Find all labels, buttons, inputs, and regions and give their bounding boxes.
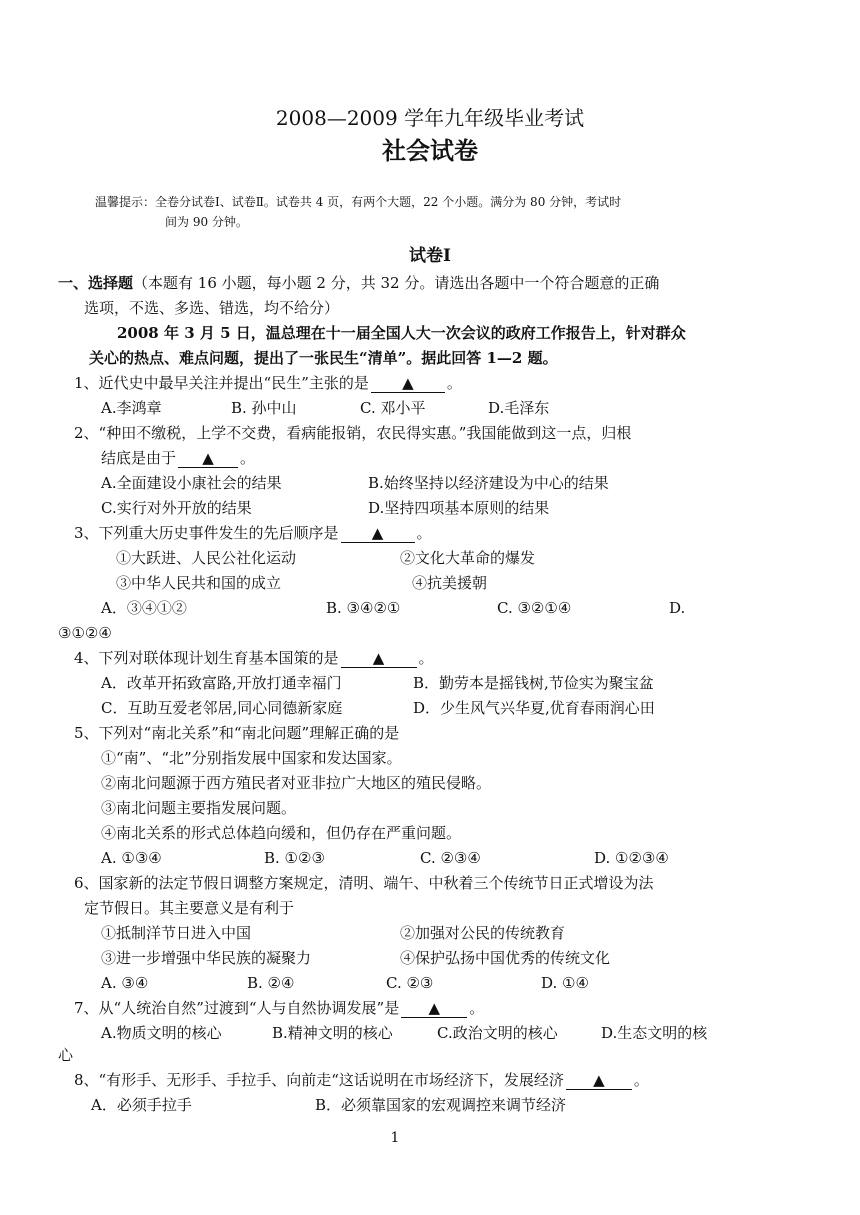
q5-option-d: D. ①②③④ (594, 849, 669, 867)
q1-option-a: A.李鸿章 (101, 399, 162, 417)
q4-option-b: B．勤劳本是摇钱树,节俭实为聚宝盆 (413, 674, 654, 692)
section-title: 试卷Ⅰ (409, 246, 451, 266)
part1-heading: 一、选择题 (58, 274, 134, 292)
material-line-1: 2008 年 3 月 5 日，温总理在十一届全国人大一次会议的政府工作报告上，针对群众 (117, 324, 686, 342)
q5-option-c: C. ②③④ (420, 849, 481, 867)
answer-blank: ▲ (341, 649, 417, 668)
q6-item-1: ①抵制洋节日进入中国 (101, 924, 252, 942)
q5-option-b: B. ①②③ (264, 849, 325, 867)
question-1-stem (74, 373, 462, 393)
answer-blank: ▲ (341, 524, 415, 543)
question-2-stem-1: 2、“种田不缴税，上学不交费，看病能报销，农民得实惠。”我国能做到这一点，归根 (74, 424, 632, 442)
tip-line-2: 间为 90 分钟。 (165, 215, 248, 229)
q3-stem-text: 3、下列重大历史事件发生的先后顺序是 (74, 524, 339, 542)
q6-item-4: ④保护弘扬中国优秀的传统文化 (400, 949, 611, 967)
q3-item-1: ①大跃进、人民公社化运动 (116, 549, 297, 567)
question-5-stem: 5、下列对“南北关系”和“南北问题”理解正确的是 (74, 724, 400, 742)
q5-item-3: ③南北问题主要指发展问题。 (101, 799, 297, 817)
question-4-stem (74, 648, 434, 668)
answer-blank: ▲ (401, 999, 467, 1018)
question-6-stem-1: 6、国家新的法定节假日调整方案规定，清明、端午、中秋着三个传统节日正式增设为法 (74, 874, 654, 892)
q6-option-c: C. ②③ (386, 974, 434, 992)
q4-end: 。 (418, 649, 434, 667)
q3-option-a: A．③④①② (101, 599, 187, 617)
q2-stem-text: 结底是由于 (101, 449, 177, 467)
q3-end: 。 (416, 524, 432, 542)
q3-item-4: ④抗美援朝 (412, 574, 488, 592)
q2-option-a: A.全面建设小康社会的结果 (101, 474, 282, 492)
q3-option-d: D. (669, 599, 686, 617)
q2-end: 。 (240, 449, 256, 467)
part1-header (58, 273, 659, 293)
exam-subject-title: 社会试卷 (382, 136, 478, 165)
q4-stem-text: 4、下列对联体现计划生育基本国策的是 (74, 649, 339, 667)
q6-option-a: A. ③④ (101, 974, 149, 992)
question-7-stem (74, 998, 484, 1018)
q8-option-b: B．必须靠国家的宏观调控来调节经济 (315, 1096, 567, 1114)
question-2-stem-2 (101, 448, 255, 468)
q6-item-3: ③进一步增强中华民族的凝聚力 (101, 949, 312, 967)
q7-end: 。 (469, 999, 485, 1017)
q3-item-2: ②文化大革命的爆发 (400, 549, 536, 567)
q5-item-1: ①“南”、“北”分别指发展中国家和发达国家。 (101, 749, 402, 767)
q7-option-c: C.政治文明的核心 (437, 1024, 558, 1042)
q4-option-a: A．改革开拓致富路,开放打通幸福门 (101, 674, 342, 692)
q3-item-3: ③中华人民共和国的成立 (116, 574, 282, 592)
q5-item-2: ②南北问题源于西方殖民者对亚非拉广大地区的殖民侵略。 (101, 774, 492, 792)
q8-stem-text: 8、“有形手、无形手、手拉手、向前走“这话说明在市场经济下，发展经济 (74, 1071, 564, 1089)
q6-option-b: B. ②④ (247, 974, 295, 992)
q7-option-d-continued: 心 (58, 1046, 74, 1064)
answer-blank: ▲ (566, 1071, 632, 1090)
q3-option-d-continued: ③①②④ (58, 624, 112, 642)
question-3-stem (74, 523, 432, 543)
q1-option-d: D.毛泽东 (488, 399, 550, 417)
q3-option-b: B. ③④②① (326, 599, 401, 617)
part1-desc: （本题有 16 小题，每小题 2 分，共 32 分。请选出各题中一个符合题意的正确 (133, 274, 660, 292)
q4-option-d: D．少生风气兴华夏,优育春雨润心田 (413, 699, 655, 717)
q5-item-4: ④南北关系的形式总体趋向缓和，但仍存在严重问题。 (101, 824, 462, 842)
q4-option-c: C．互助互爱老邻居,同心同德新家庭 (101, 699, 343, 717)
q1-stem-text: 1、近代史中最早关注并提出“民生”主张的是 (74, 374, 369, 392)
question-8-stem (74, 1070, 649, 1090)
q2-option-b: B.始终坚持以经济建设为中心的结果 (368, 474, 609, 492)
q6-item-2: ②加强对公民的传统教育 (400, 924, 566, 942)
q1-option-b: B. 孙中山 (231, 399, 297, 417)
q5-option-a: A. ①③④ (101, 849, 162, 867)
answer-blank: ▲ (371, 374, 445, 393)
q1-option-c: C. 邓小平 (360, 399, 426, 417)
answer-blank: ▲ (178, 449, 238, 468)
question-6-stem-2: 定节假日。其主要意义是有利于 (84, 899, 295, 917)
q2-option-d: D.坚持四项基本原则的结果 (368, 499, 550, 517)
q2-option-c: C.实行对外开放的结果 (101, 499, 252, 517)
q1-end: 。 (446, 374, 462, 392)
material-line-2: 关心的热点、难点问题，提出了一张民生“清单”。据此回答 1—2 题。 (89, 349, 558, 367)
tip-line-1: 温馨提示：全卷分试卷Ⅰ、试卷Ⅱ。试卷共 4 页，有两个大题，22 个小题。满分为 80 分钟，考试时 (95, 195, 622, 209)
page-number: 1 (390, 1130, 400, 1146)
part1-desc-line2: 选项，不选、多选、错选，均不给分） (84, 299, 340, 317)
q6-option-d: D. ①④ (541, 974, 589, 992)
exam-year-title: 2008—2009 学年九年级毕业考试 (275, 106, 585, 130)
q8-end: 。 (633, 1071, 649, 1089)
q8-option-a: A．必须手拉手 (91, 1096, 192, 1114)
q7-option-b: B.精神文明的核心 (272, 1024, 393, 1042)
q7-option-a: A.物质文明的核心 (101, 1024, 222, 1042)
q7-option-d: D.生态文明的核 (601, 1024, 708, 1042)
q7-stem-text: 7、从“人统治自然”过渡到“人与自然协调发展”是 (74, 999, 400, 1017)
q3-option-c: C. ③②①④ (497, 599, 572, 617)
